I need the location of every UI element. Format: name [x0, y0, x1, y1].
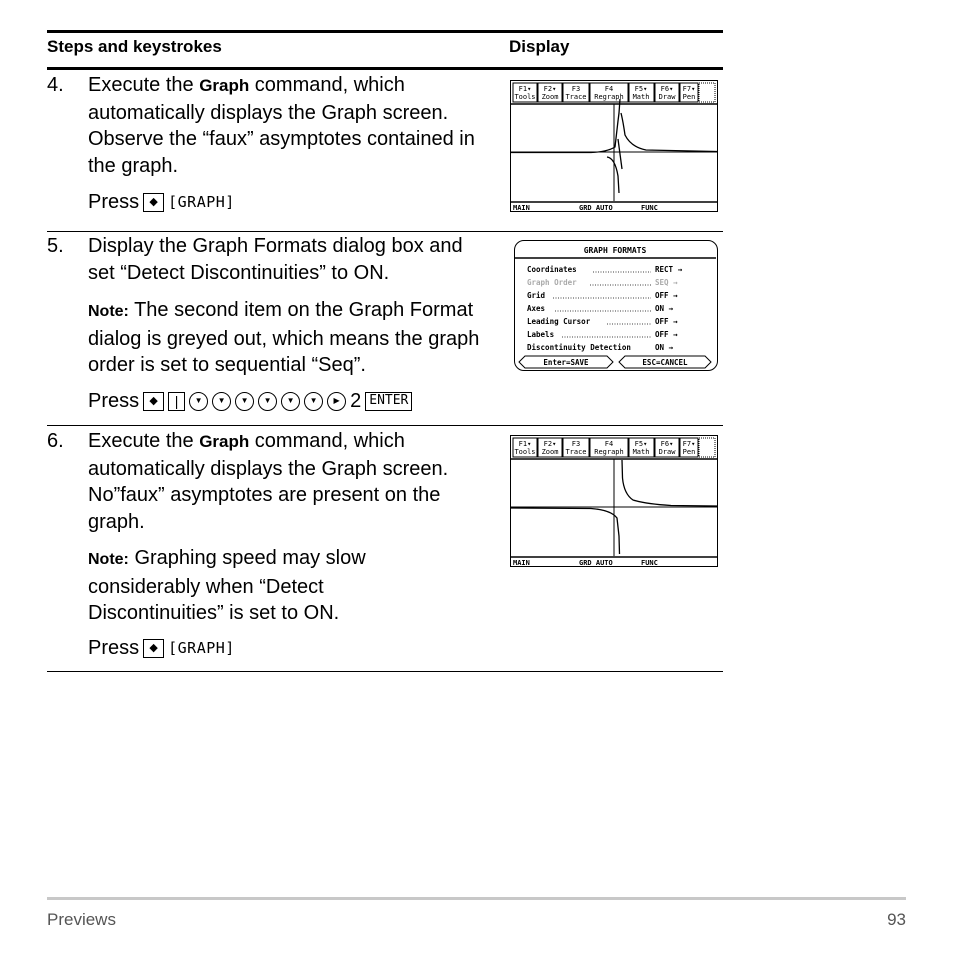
svg-text:ON →: ON → — [655, 304, 674, 313]
header-bottom-rule — [47, 67, 723, 70]
status-bar — [513, 559, 658, 566]
svg-text:Leading Cursor: Leading Cursor — [527, 317, 591, 326]
svg-text:ON →: ON → — [655, 343, 674, 352]
diamond-key: ◆ — [143, 392, 164, 411]
cursor-down-icon: ▼ — [212, 392, 231, 411]
step-5-text: Display the Graph Formats dialog box and set “Detect Discontinuities” to ON. — [88, 235, 463, 284]
svg-text:Axes: Axes — [527, 304, 546, 313]
svg-text:FUNC: FUNC — [641, 559, 658, 566]
svg-text:Math: Math — [632, 93, 650, 101]
svg-text:Regraph: Regraph — [594, 93, 624, 101]
status-bar — [513, 204, 658, 211]
svg-text:F7▾: F7▾ — [682, 440, 696, 448]
f1-label: F1▾ — [518, 85, 532, 93]
svg-text:F6▾: F6▾ — [660, 440, 674, 448]
svg-text:Zoom: Zoom — [541, 448, 559, 456]
cancel-button: ESC=CANCEL — [642, 358, 688, 367]
svg-text:MAIN: MAIN — [513, 559, 530, 566]
svg-text:F4: F4 — [604, 440, 614, 448]
step-5-note: Note: The second item on the Graph Format dialog is greyed out, which means the graph order is set to sequential “Seq”. — [88, 299, 480, 376]
graph-command: Graph — [199, 76, 250, 95]
svg-text:Pen: Pen — [682, 93, 696, 101]
toolbar — [513, 83, 715, 102]
step-4-text: Execute the Graph command, which automatically displays the Graph screen. Observe the “faux” asymptotes contained in the graph. — [88, 74, 475, 177]
calculator-screen-graph-formats — [514, 240, 718, 371]
svg-text:F3: F3 — [571, 440, 581, 448]
svg-text:Regraph: Regraph — [594, 448, 624, 456]
svg-text:Draw: Draw — [658, 448, 676, 456]
digit-2: 2 — [350, 390, 362, 412]
step-6-number: 6. — [47, 430, 64, 452]
step-4-number: 4. — [47, 74, 64, 96]
diamond-key: ◆ — [143, 639, 164, 658]
row-divider-4 — [47, 231, 723, 232]
graph-area — [511, 459, 717, 556]
svg-text:F6▾: F6▾ — [660, 85, 674, 93]
step-5-number: 5. — [47, 235, 64, 257]
svg-text:Graph Order: Graph Order — [527, 278, 577, 287]
cursor-down-icon: ▼ — [258, 392, 277, 411]
svg-text:Trace: Trace — [565, 93, 587, 101]
footer-section-title: Previews — [47, 910, 116, 929]
svg-text:F4: F4 — [604, 85, 614, 93]
graph-area — [511, 99, 717, 201]
step-5-keystrokes: Press ◆ | ▼ ▼ ▼ ▼ ▼ ▼ ▶ 2 ENTER — [88, 389, 412, 413]
graph-key: [GRAPH] — [168, 193, 235, 211]
dialog-title: GRAPH FORMATS — [583, 246, 647, 255]
svg-text:F7▾: F7▾ — [682, 85, 696, 93]
table-bottom-rule — [47, 671, 723, 672]
column-header-steps: Steps and keystrokes — [47, 37, 222, 56]
step-4-keystrokes: Press ◆ [GRAPH] — [88, 191, 235, 213]
svg-text:RECT →: RECT → — [655, 265, 683, 274]
footer-rule — [47, 897, 906, 900]
svg-text:OFF →: OFF → — [655, 330, 678, 339]
svg-text:Grid: Grid — [527, 291, 546, 300]
svg-text:Draw: Draw — [658, 93, 676, 101]
svg-text:Pen: Pen — [682, 448, 696, 456]
step-6-note: Note: Graphing speed may slow considerably when “Detect Discontinuities” is set to ON. — [88, 547, 366, 624]
dialog-buttons — [519, 356, 711, 368]
cursor-down-icon: ▼ — [281, 392, 300, 411]
svg-text:OFF →: OFF → — [655, 291, 678, 300]
svg-text:Zoom: Zoom — [541, 93, 559, 101]
svg-text:Tools: Tools — [514, 448, 536, 456]
page-number: 93 — [887, 910, 906, 929]
graph-command: Graph — [199, 432, 250, 451]
pipe-key: | — [168, 392, 185, 411]
calculator-screen-graph-2 — [510, 435, 718, 567]
toolbar — [513, 438, 715, 457]
svg-text:SEQ →: SEQ → — [655, 278, 678, 287]
cursor-right-icon: ▶ — [327, 392, 346, 411]
enter-key: ENTER — [365, 392, 412, 411]
svg-text:Trace: Trace — [565, 448, 587, 456]
row-divider-5 — [47, 425, 723, 426]
save-button: Enter=SAVE — [543, 358, 589, 367]
cursor-down-icon: ▼ — [304, 392, 323, 411]
svg-text:F1▾: F1▾ — [518, 440, 532, 448]
svg-text:Math: Math — [632, 448, 650, 456]
svg-text:F2▾: F2▾ — [543, 440, 557, 448]
svg-text:Labels: Labels — [527, 330, 555, 339]
graph-key: [GRAPH] — [168, 639, 235, 657]
calculator-screen-graph-1 — [510, 80, 718, 212]
diamond-key: ◆ — [143, 193, 164, 212]
svg-text:OFF →: OFF → — [655, 317, 678, 326]
step-6-keystrokes: Press ◆ [GRAPH] — [88, 637, 235, 659]
svg-text:Tools: Tools — [514, 93, 536, 101]
svg-text:Coordinates: Coordinates — [527, 265, 577, 274]
svg-text:F5▾: F5▾ — [634, 85, 648, 93]
header-top-rule — [47, 30, 723, 33]
svg-text:F5▾: F5▾ — [634, 440, 648, 448]
cursor-down-icon: ▼ — [189, 392, 208, 411]
svg-text:F2▾: F2▾ — [543, 85, 557, 93]
svg-text:Discontinuity Detection: Discontinuity Detection — [527, 343, 631, 352]
svg-text:MAIN: MAIN — [513, 204, 530, 211]
svg-text:GRD AUTO: GRD AUTO — [579, 204, 613, 211]
step-6-text: Execute the Graph command, which automatically displays the Graph screen. No”faux” asymptotes are present on the graph. — [88, 430, 449, 533]
svg-text:FUNC: FUNC — [641, 204, 658, 211]
column-header-display: Display — [509, 37, 570, 56]
cursor-down-icon: ▼ — [235, 392, 254, 411]
svg-text:GRD AUTO: GRD AUTO — [579, 559, 613, 566]
svg-text:F3: F3 — [571, 85, 581, 93]
format-rows — [527, 265, 683, 352]
